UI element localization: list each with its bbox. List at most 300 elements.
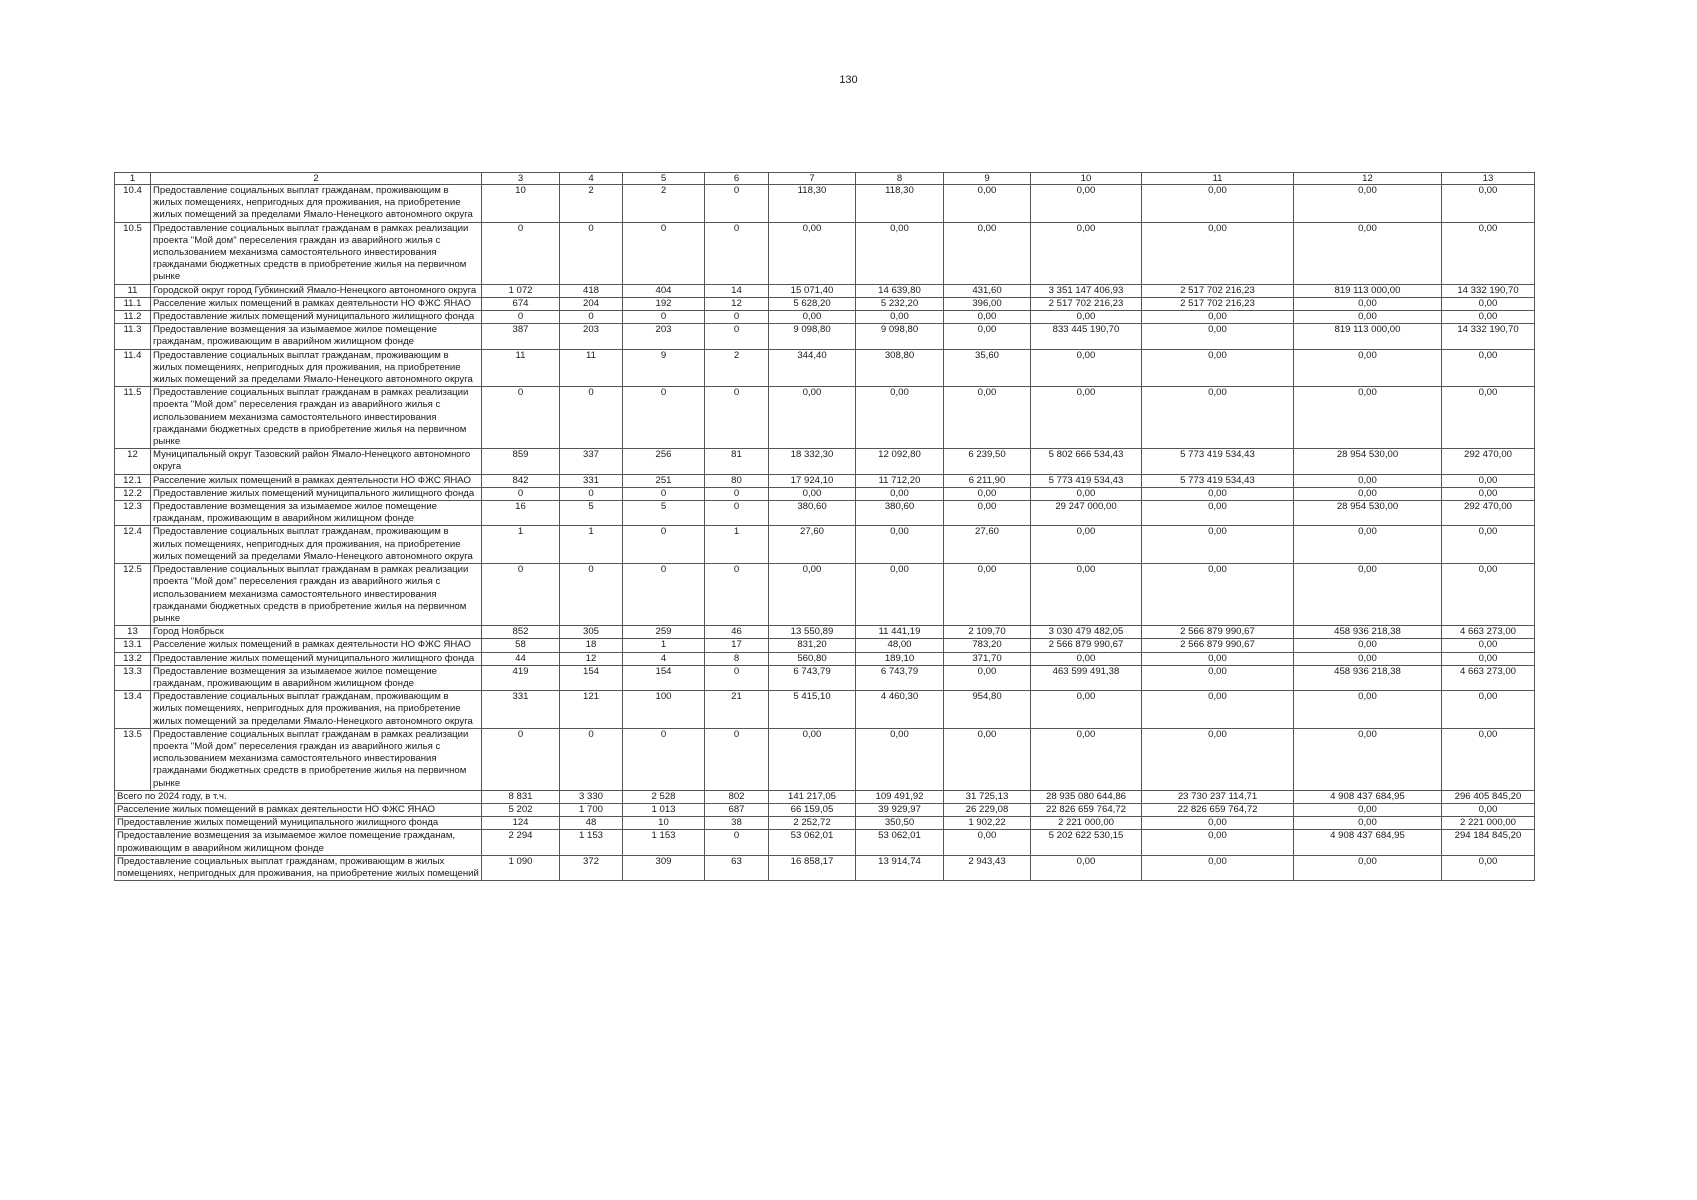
resettlement-table: [114, 172, 1535, 881]
value-col-3: 0: [482, 487, 560, 500]
value-col-10: 5 773 419 534,43: [1031, 474, 1142, 487]
value-col-13: 0,00: [1442, 728, 1535, 790]
value-col-8: 0,00: [856, 222, 944, 284]
value-col-6: 46: [705, 626, 769, 639]
value-col-9: 0,00: [944, 501, 1031, 526]
total-value-col-7: 16 858,17: [769, 855, 856, 880]
total-value-col-13: 0,00: [1442, 855, 1535, 880]
table-row: [115, 474, 1535, 487]
total-value-col-11: 23 730 237 114,71: [1142, 790, 1294, 803]
value-col-4: 0: [560, 487, 623, 500]
value-col-9: 27,60: [944, 526, 1031, 564]
value-col-13: 0,00: [1442, 564, 1535, 626]
total-value-col-11: 0,00: [1142, 855, 1294, 880]
column-header-10: 10: [1031, 173, 1142, 185]
value-col-9: 954,80: [944, 691, 1031, 729]
value-col-9: 6 211,90: [944, 474, 1031, 487]
value-col-8: 118,30: [856, 185, 944, 223]
table-row: [115, 349, 1535, 387]
row-number: 13: [115, 626, 151, 639]
row-number: 13.2: [115, 652, 151, 665]
total-value-col-3: 8 831: [482, 790, 560, 803]
value-col-11: 0,00: [1142, 222, 1294, 284]
value-col-5: 5: [623, 501, 705, 526]
row-name: Расселение жилых помещений в рамках деятельности НО ФЖС ЯНАО: [151, 297, 482, 310]
value-col-12: 0,00: [1294, 297, 1442, 310]
value-col-4: 18: [560, 639, 623, 652]
value-col-13: 0,00: [1442, 311, 1535, 324]
value-col-12: 0,00: [1294, 652, 1442, 665]
value-col-7: 15 071,40: [769, 284, 856, 297]
row-name: Предоставление возмещения за изымаемое жилое помещение гражданам, проживающим в аварийном жилищном фонде: [151, 665, 482, 690]
column-header-6: 6: [705, 173, 769, 185]
total-value-col-8: 13 914,74: [856, 855, 944, 880]
row-name: Город Ноябрьск: [151, 626, 482, 639]
value-col-4: 305: [560, 626, 623, 639]
value-col-12: 819 113 000,00: [1294, 284, 1442, 297]
value-col-12: 819 113 000,00: [1294, 324, 1442, 349]
value-col-12: 0,00: [1294, 222, 1442, 284]
value-col-7: 5 628,20: [769, 297, 856, 310]
value-col-12: 28 954 530,00: [1294, 501, 1442, 526]
row-number: 12.1: [115, 474, 151, 487]
value-col-7: 831,20: [769, 639, 856, 652]
row-number: 13.5: [115, 728, 151, 790]
value-col-10: 0,00: [1031, 526, 1142, 564]
total-value-col-4: 48: [560, 817, 623, 830]
value-col-9: 0,00: [944, 222, 1031, 284]
value-col-6: 0: [705, 311, 769, 324]
table-row: [115, 691, 1535, 729]
value-col-4: 0: [560, 311, 623, 324]
value-col-8: 0,00: [856, 387, 944, 449]
value-col-13: 0,00: [1442, 185, 1535, 223]
value-col-7: 17 924,10: [769, 474, 856, 487]
value-col-4: 331: [560, 474, 623, 487]
row-number: 11: [115, 284, 151, 297]
row-name: Предоставление социальных выплат гражданам в рамках реализации проекта "Мой дом" переселения граждан из аварийного жилья с использованием механизма самостоятельного инвестирования гражданами бюджетных средств в приобретение жилья на первичном рынке: [151, 728, 482, 790]
value-col-8: 308,80: [856, 349, 944, 387]
column-header-5: 5: [623, 173, 705, 185]
value-col-10: 0,00: [1031, 728, 1142, 790]
value-col-6: 0: [705, 185, 769, 223]
value-col-11: 0,00: [1142, 564, 1294, 626]
value-col-10: 2 517 702 216,23: [1031, 297, 1142, 310]
value-col-10: 463 599 491,38: [1031, 665, 1142, 690]
value-col-13: 0,00: [1442, 691, 1535, 729]
total-value-col-6: 38: [705, 817, 769, 830]
total-value-col-3: 5 202: [482, 803, 560, 816]
value-col-7: 0,00: [769, 564, 856, 626]
value-col-9: 0,00: [944, 665, 1031, 690]
table-row: [115, 501, 1535, 526]
value-col-11: 0,00: [1142, 324, 1294, 349]
total-value-col-13: 0,00: [1442, 803, 1535, 816]
value-col-5: 259: [623, 626, 705, 639]
value-col-3: 387: [482, 324, 560, 349]
value-col-5: 203: [623, 324, 705, 349]
total-row: [115, 830, 1535, 855]
value-col-3: 842: [482, 474, 560, 487]
value-col-6: 14: [705, 284, 769, 297]
value-col-6: 0: [705, 387, 769, 449]
value-col-10: 0,00: [1031, 564, 1142, 626]
value-col-7: 380,60: [769, 501, 856, 526]
value-col-13: 4 663 273,00: [1442, 665, 1535, 690]
value-col-8: 12 092,80: [856, 449, 944, 474]
row-number: 11.1: [115, 297, 151, 310]
value-col-8: 11 441,19: [856, 626, 944, 639]
value-col-3: 10: [482, 185, 560, 223]
value-col-5: 0: [623, 311, 705, 324]
value-col-12: 0,00: [1294, 185, 1442, 223]
total-value-col-10: 5 202 622 530,15: [1031, 830, 1142, 855]
value-col-10: 3 351 147 406,93: [1031, 284, 1142, 297]
value-col-3: 0: [482, 311, 560, 324]
total-value-col-9: 1 902,22: [944, 817, 1031, 830]
value-col-6: 21: [705, 691, 769, 729]
value-col-13: 292 470,00: [1442, 501, 1535, 526]
value-col-8: 14 639,80: [856, 284, 944, 297]
value-col-7: 27,60: [769, 526, 856, 564]
row-name: Предоставление возмещения за изымаемое жилое помещение гражданам, проживающим в аварийном жилищном фонде: [151, 501, 482, 526]
value-col-7: 118,30: [769, 185, 856, 223]
value-col-7: 560,80: [769, 652, 856, 665]
value-col-8: 380,60: [856, 501, 944, 526]
value-col-3: 674: [482, 297, 560, 310]
total-label: Предоставление жилых помещений муниципального жилищного фонда: [115, 817, 482, 830]
value-col-4: 204: [560, 297, 623, 310]
value-col-8: 189,10: [856, 652, 944, 665]
value-col-13: 0,00: [1442, 349, 1535, 387]
total-value-col-12: 4 908 437 684,95: [1294, 790, 1442, 803]
value-col-4: 2: [560, 185, 623, 223]
total-value-col-3: 1 090: [482, 855, 560, 880]
header-row: [115, 173, 1535, 185]
total-row: [115, 855, 1535, 880]
total-value-col-9: 31 725,13: [944, 790, 1031, 803]
value-col-3: 16: [482, 501, 560, 526]
value-col-5: 2: [623, 185, 705, 223]
column-header-2: 2: [151, 173, 482, 185]
total-value-col-12: 0,00: [1294, 855, 1442, 880]
row-name: Предоставление социальных выплат гражданам, проживающим в жилых помещениях, непригодных для проживания, на приобретение жилых помещений за пределами Ямало-Ненецкого автономного округа: [151, 526, 482, 564]
value-col-9: 783,20: [944, 639, 1031, 652]
value-col-6: 12: [705, 297, 769, 310]
total-value-col-11: 22 826 659 764,72: [1142, 803, 1294, 816]
value-col-5: 0: [623, 387, 705, 449]
value-col-11: 0,00: [1142, 665, 1294, 690]
value-col-12: 458 936 218,38: [1294, 626, 1442, 639]
table-row: [115, 564, 1535, 626]
table-row: [115, 626, 1535, 639]
value-col-4: 154: [560, 665, 623, 690]
table-row: [115, 449, 1535, 474]
row-name: Расселение жилых помещений в рамках деятельности НО ФЖС ЯНАО: [151, 639, 482, 652]
value-col-7: 18 332,30: [769, 449, 856, 474]
row-number: 13.1: [115, 639, 151, 652]
value-col-9: 0,00: [944, 387, 1031, 449]
value-col-8: 0,00: [856, 564, 944, 626]
value-col-12: 0,00: [1294, 564, 1442, 626]
table-row: [115, 324, 1535, 349]
total-value-col-6: 802: [705, 790, 769, 803]
value-col-12: 0,00: [1294, 526, 1442, 564]
value-col-4: 203: [560, 324, 623, 349]
value-col-3: 852: [482, 626, 560, 639]
total-value-col-8: 39 929,97: [856, 803, 944, 816]
row-number: 12.5: [115, 564, 151, 626]
value-col-6: 1: [705, 526, 769, 564]
value-col-10: 3 030 479 482,05: [1031, 626, 1142, 639]
value-col-8: 0,00: [856, 487, 944, 500]
row-number: 11.4: [115, 349, 151, 387]
value-col-5: 9: [623, 349, 705, 387]
value-col-11: 0,00: [1142, 349, 1294, 387]
table-row: [115, 222, 1535, 284]
column-header-3: 3: [482, 173, 560, 185]
value-col-6: 0: [705, 665, 769, 690]
value-col-3: 0: [482, 564, 560, 626]
value-col-11: 0,00: [1142, 501, 1294, 526]
value-col-13: 4 663 273,00: [1442, 626, 1535, 639]
total-value-col-12: 0,00: [1294, 817, 1442, 830]
total-value-col-7: 141 217,05: [769, 790, 856, 803]
value-col-3: 0: [482, 222, 560, 284]
value-col-7: 13 550,89: [769, 626, 856, 639]
column-header-9: 9: [944, 173, 1031, 185]
value-col-5: 1: [623, 639, 705, 652]
value-col-5: 0: [623, 487, 705, 500]
value-col-5: 0: [623, 222, 705, 284]
row-name: Предоставление жилых помещений муниципального жилищного фонда: [151, 311, 482, 324]
total-value-col-11: 0,00: [1142, 830, 1294, 855]
value-col-13: 292 470,00: [1442, 449, 1535, 474]
value-col-3: 11: [482, 349, 560, 387]
value-col-3: 44: [482, 652, 560, 665]
table-row: [115, 487, 1535, 500]
total-value-col-12: 4 908 437 684,95: [1294, 830, 1442, 855]
total-value-col-7: 66 159,05: [769, 803, 856, 816]
value-col-13: 14 332 190,70: [1442, 324, 1535, 349]
row-name: Предоставление жилых помещений муниципального жилищного фонда: [151, 652, 482, 665]
value-col-10: 0,00: [1031, 387, 1142, 449]
total-value-col-4: 1 153: [560, 830, 623, 855]
value-col-5: 192: [623, 297, 705, 310]
total-value-col-5: 10: [623, 817, 705, 830]
value-col-11: 2 517 702 216,23: [1142, 284, 1294, 297]
value-col-8: 48,00: [856, 639, 944, 652]
value-col-9: 0,00: [944, 311, 1031, 324]
column-header-11: 11: [1142, 173, 1294, 185]
value-col-4: 5: [560, 501, 623, 526]
total-value-col-6: 687: [705, 803, 769, 816]
row-number: 12.4: [115, 526, 151, 564]
value-col-9: 35,60: [944, 349, 1031, 387]
value-col-11: 0,00: [1142, 728, 1294, 790]
column-header-7: 7: [769, 173, 856, 185]
total-value-col-7: 2 252,72: [769, 817, 856, 830]
value-col-11: 2 566 879 990,67: [1142, 626, 1294, 639]
total-value-col-13: 294 184 845,20: [1442, 830, 1535, 855]
value-col-6: 0: [705, 222, 769, 284]
value-col-8: 9 098,80: [856, 324, 944, 349]
value-col-11: 5 773 419 534,43: [1142, 449, 1294, 474]
table-row: [115, 639, 1535, 652]
column-header-8: 8: [856, 173, 944, 185]
value-col-6: 2: [705, 349, 769, 387]
value-col-4: 337: [560, 449, 623, 474]
row-number: 13.4: [115, 691, 151, 729]
value-col-7: 0,00: [769, 311, 856, 324]
value-col-5: 154: [623, 665, 705, 690]
total-value-col-9: 0,00: [944, 830, 1031, 855]
value-col-13: 0,00: [1442, 474, 1535, 487]
value-col-7: 5 415,10: [769, 691, 856, 729]
value-col-3: 419: [482, 665, 560, 690]
total-row: [115, 803, 1535, 816]
value-col-9: 0,00: [944, 564, 1031, 626]
total-value-col-8: 350,50: [856, 817, 944, 830]
value-col-9: 396,00: [944, 297, 1031, 310]
value-col-3: 58: [482, 639, 560, 652]
value-col-9: 0,00: [944, 728, 1031, 790]
total-row: [115, 790, 1535, 803]
value-col-11: 0,00: [1142, 387, 1294, 449]
value-col-4: 418: [560, 284, 623, 297]
value-col-6: 80: [705, 474, 769, 487]
table-row: [115, 665, 1535, 690]
total-label: Предоставление социальных выплат гражданам, проживающим в жилых помещениях, непригодных для проживания, на приобретение жилых помещений: [115, 855, 482, 880]
row-name: Предоставление жилых помещений муниципального жилищного фонда: [151, 487, 482, 500]
column-header-4: 4: [560, 173, 623, 185]
total-value-col-4: 1 700: [560, 803, 623, 816]
row-name: Предоставление социальных выплат гражданам, проживающим в жилых помещениях, непригодных для проживания, на приобретение жилых помещений за пределами Ямало-Ненецкого автономного округа: [151, 691, 482, 729]
total-row: [115, 817, 1535, 830]
value-col-5: 0: [623, 728, 705, 790]
value-col-13: 0,00: [1442, 639, 1535, 652]
value-col-11: 0,00: [1142, 526, 1294, 564]
table-row: [115, 728, 1535, 790]
total-value-col-10: 28 935 080 644,86: [1031, 790, 1142, 803]
table-row: [115, 311, 1535, 324]
row-number: 10.4: [115, 185, 151, 223]
value-col-7: 0,00: [769, 487, 856, 500]
value-col-3: 1 072: [482, 284, 560, 297]
row-name: Муниципальный округ Тазовский район Ямало-Ненецкого автономного округа: [151, 449, 482, 474]
table-row: [115, 297, 1535, 310]
value-col-8: 4 460,30: [856, 691, 944, 729]
row-number: 10.5: [115, 222, 151, 284]
value-col-7: 344,40: [769, 349, 856, 387]
value-col-11: 2 517 702 216,23: [1142, 297, 1294, 310]
total-value-col-9: 2 943,43: [944, 855, 1031, 880]
total-value-col-5: 2 528: [623, 790, 705, 803]
value-col-13: 14 332 190,70: [1442, 284, 1535, 297]
value-col-6: 0: [705, 564, 769, 626]
value-col-10: 0,00: [1031, 349, 1142, 387]
value-col-5: 100: [623, 691, 705, 729]
value-col-11: 2 566 879 990,67: [1142, 639, 1294, 652]
value-col-13: 0,00: [1442, 297, 1535, 310]
value-col-3: 1: [482, 526, 560, 564]
column-header-13: 13: [1442, 173, 1535, 185]
value-col-9: 0,00: [944, 487, 1031, 500]
value-col-7: 6 743,79: [769, 665, 856, 690]
value-col-10: 5 802 666 534,43: [1031, 449, 1142, 474]
total-value-col-3: 124: [482, 817, 560, 830]
value-col-3: 0: [482, 728, 560, 790]
value-col-10: 0,00: [1031, 691, 1142, 729]
total-value-col-6: 0: [705, 830, 769, 855]
total-value-col-8: 53 062,01: [856, 830, 944, 855]
total-value-col-4: 372: [560, 855, 623, 880]
total-value-col-7: 53 062,01: [769, 830, 856, 855]
value-col-8: 0,00: [856, 526, 944, 564]
value-col-12: 0,00: [1294, 311, 1442, 324]
row-number: 12.3: [115, 501, 151, 526]
value-col-6: 0: [705, 501, 769, 526]
value-col-4: 0: [560, 387, 623, 449]
value-col-13: 0,00: [1442, 652, 1535, 665]
value-col-8: 5 232,20: [856, 297, 944, 310]
total-value-col-5: 309: [623, 855, 705, 880]
value-col-5: 256: [623, 449, 705, 474]
total-label: Расселение жилых помещений в рамках деятельности НО ФЖС ЯНАО: [115, 803, 482, 816]
value-col-6: 17: [705, 639, 769, 652]
value-col-10: 833 445 190,70: [1031, 324, 1142, 349]
value-col-9: 0,00: [944, 324, 1031, 349]
row-name: Городской округ город Губкинский Ямало-Ненецкого автономного округа: [151, 284, 482, 297]
value-col-6: 0: [705, 728, 769, 790]
row-name: Предоставление социальных выплат гражданам в рамках реализации проекта "Мой дом" переселения граждан из аварийного жилья с использованием механизма самостоятельного инвестирования гражданами бюджетных средств в приобретение жилья на первичном рынке: [151, 222, 482, 284]
value-col-12: 28 954 530,00: [1294, 449, 1442, 474]
row-number: 11.2: [115, 311, 151, 324]
value-col-7: 0,00: [769, 222, 856, 284]
value-col-12: 0,00: [1294, 487, 1442, 500]
value-col-6: 0: [705, 487, 769, 500]
value-col-5: 251: [623, 474, 705, 487]
value-col-10: 2 566 879 990,67: [1031, 639, 1142, 652]
page-number: 130: [839, 74, 858, 86]
value-col-12: 0,00: [1294, 691, 1442, 729]
value-col-4: 0: [560, 222, 623, 284]
total-value-col-5: 1 013: [623, 803, 705, 816]
table-row: [115, 652, 1535, 665]
value-col-11: 0,00: [1142, 691, 1294, 729]
value-col-9: 6 239,50: [944, 449, 1031, 474]
value-col-8: 0,00: [856, 728, 944, 790]
value-col-7: 0,00: [769, 387, 856, 449]
table-row: [115, 185, 1535, 223]
value-col-5: 0: [623, 526, 705, 564]
total-value-col-9: 26 229,08: [944, 803, 1031, 816]
column-header-12: 12: [1294, 173, 1442, 185]
row-number: 12.2: [115, 487, 151, 500]
total-value-col-10: 22 826 659 764,72: [1031, 803, 1142, 816]
value-col-3: 0: [482, 387, 560, 449]
total-value-col-11: 0,00: [1142, 817, 1294, 830]
total-value-col-4: 3 330: [560, 790, 623, 803]
value-col-4: 1: [560, 526, 623, 564]
value-col-7: 9 098,80: [769, 324, 856, 349]
total-value-col-13: 296 405 845,20: [1442, 790, 1535, 803]
value-col-10: 0,00: [1031, 185, 1142, 223]
value-col-10: 0,00: [1031, 487, 1142, 500]
row-name: Предоставление возмещения за изымаемое жилое помещение гражданам, проживающим в аварийном жилищном фонде: [151, 324, 482, 349]
value-col-13: 0,00: [1442, 526, 1535, 564]
value-col-8: 11 712,20: [856, 474, 944, 487]
